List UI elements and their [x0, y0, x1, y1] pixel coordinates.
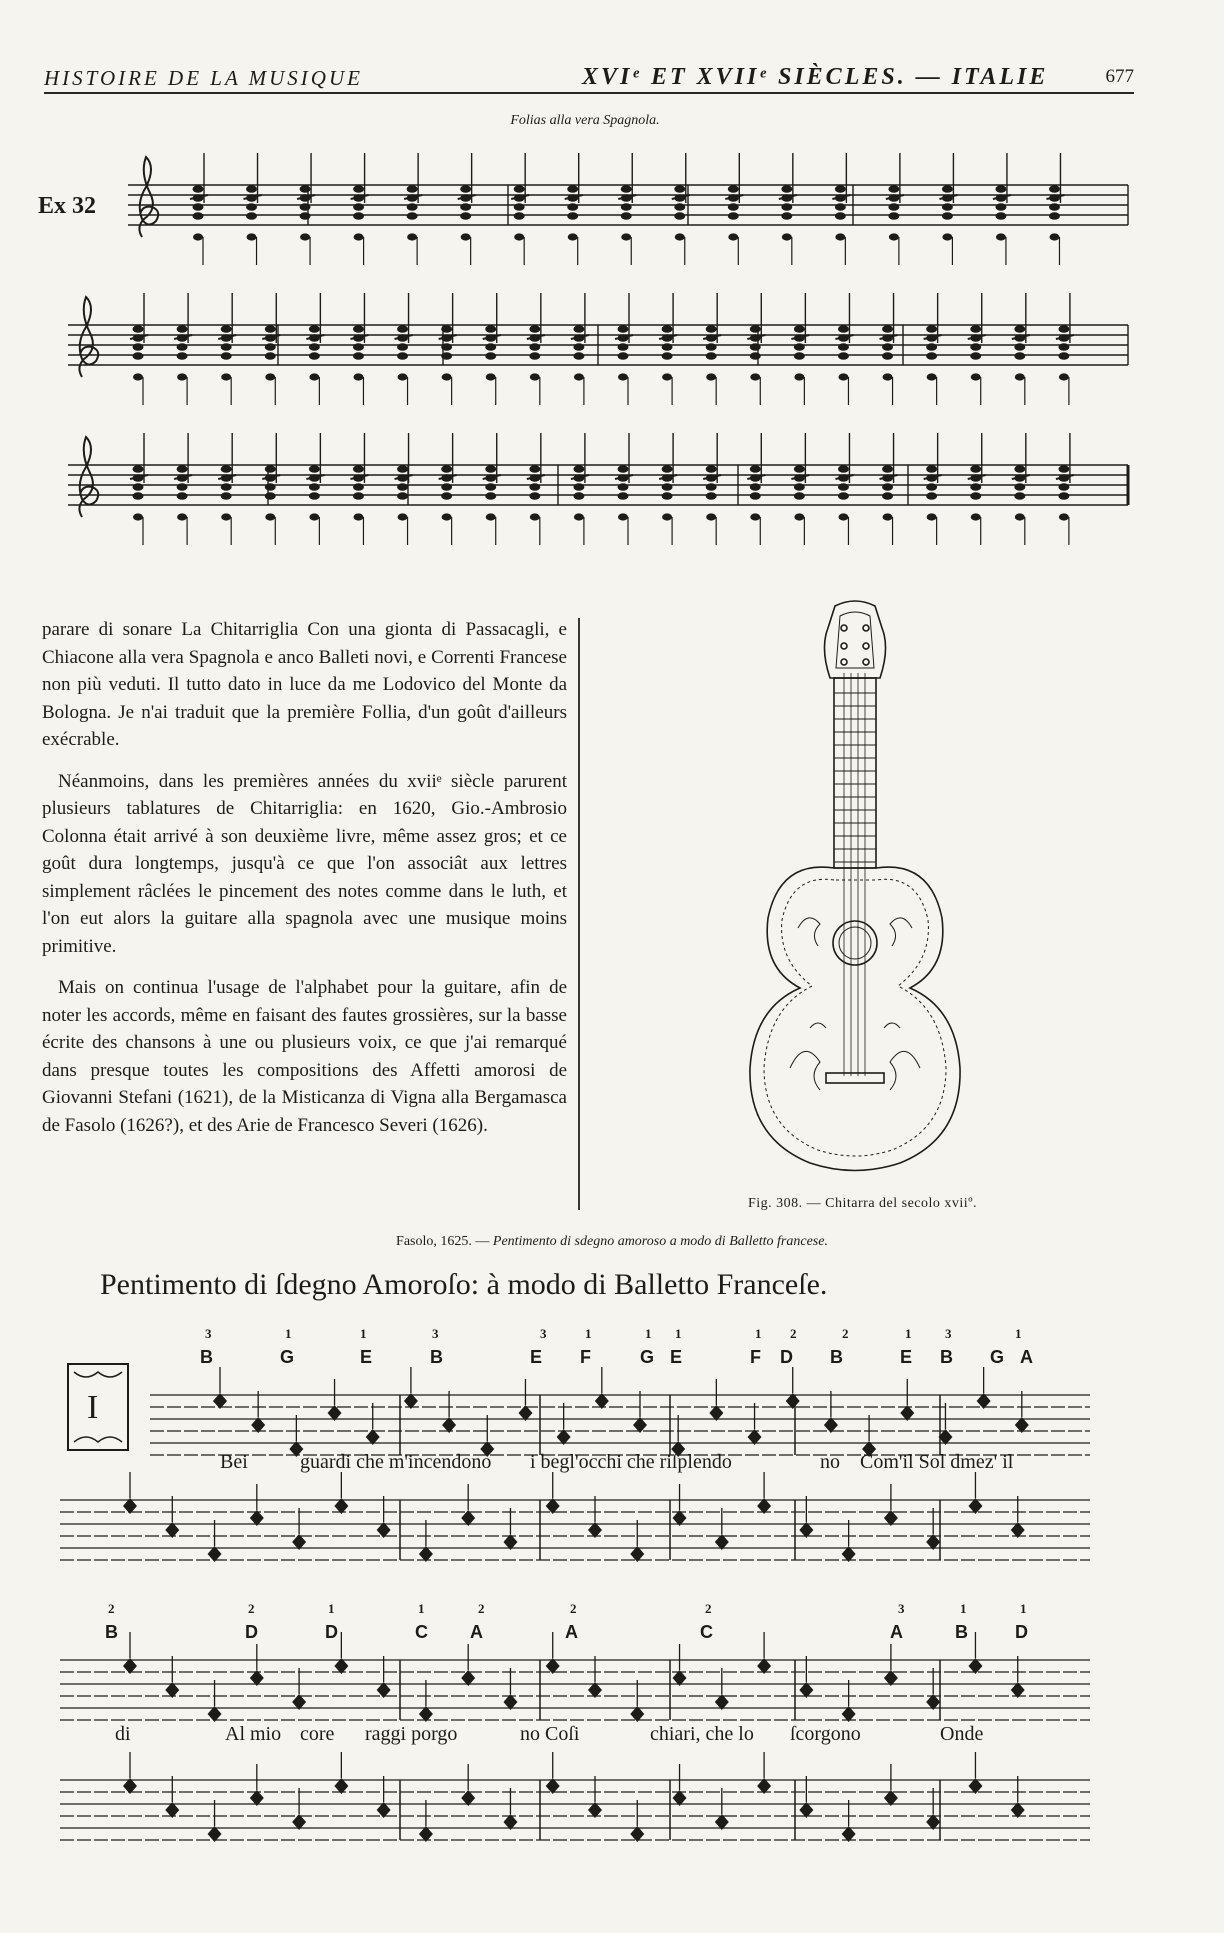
- tab-note: [404, 1367, 418, 1409]
- tab-note: [503, 1508, 517, 1550]
- tablature-facsimile: [60, 1300, 1090, 1920]
- example-mark: Ex 32: [38, 193, 97, 219]
- guitar-illustration: [740, 598, 970, 1188]
- chord-mark: [483, 433, 501, 545]
- ornamental-initial: [68, 1364, 128, 1450]
- tab-note: [292, 1668, 306, 1710]
- tab-note: [630, 1800, 644, 1842]
- tab-fingering: 1: [675, 1326, 682, 1341]
- tab-note: [673, 1764, 687, 1806]
- chord-mark: [1046, 153, 1064, 265]
- tab-note: [884, 1484, 898, 1526]
- tab-note: [292, 1788, 306, 1830]
- svg-text:I: I: [87, 1389, 99, 1426]
- chord-mark: [190, 153, 208, 265]
- tab-chord-letter: G: [640, 1347, 655, 1367]
- chord-mark: [703, 293, 721, 405]
- tab-note: [377, 1656, 391, 1698]
- chord-mark: [511, 153, 529, 265]
- chord-mark: [1056, 433, 1074, 545]
- chord-mark: [458, 153, 476, 265]
- tab-fingering: 1: [960, 1601, 967, 1616]
- tab-note: [799, 1496, 813, 1538]
- tab-lyric: raggi porgo: [365, 1723, 458, 1745]
- tab-note: [292, 1508, 306, 1550]
- tab-lyric: di: [115, 1723, 131, 1745]
- tab-note: [419, 1800, 433, 1842]
- chord-mark: [1056, 293, 1074, 405]
- chord-mark: [297, 153, 315, 265]
- chord-mark: [571, 293, 589, 405]
- tab-lyric: Com'il Sol dmez' il: [860, 1451, 1014, 1473]
- tab-note: [461, 1764, 475, 1806]
- chord-mark: [672, 153, 690, 265]
- tab-note: [377, 1496, 391, 1538]
- tab-note: [977, 1367, 991, 1409]
- chord-mark: [130, 433, 148, 545]
- tab-note: [250, 1764, 264, 1806]
- chord-mark: [924, 433, 942, 545]
- tab-note: [715, 1788, 729, 1830]
- tab-note: [366, 1403, 380, 1445]
- tab-note: [926, 1788, 940, 1830]
- tab-note: [165, 1496, 179, 1538]
- chord-mark: [779, 153, 797, 265]
- tab-note: [208, 1520, 222, 1562]
- tab-note: [715, 1508, 729, 1550]
- tab-chord-letter: B: [940, 1347, 953, 1367]
- tab-note: [884, 1764, 898, 1806]
- tab-note: [557, 1403, 571, 1445]
- tab-note: [328, 1379, 342, 1421]
- tab-note: [968, 1632, 982, 1674]
- tab-chord-letter: A: [565, 1622, 578, 1642]
- chord-mark: [395, 433, 413, 545]
- tab-chord-letter: F: [580, 1347, 591, 1367]
- chord-mark: [350, 293, 368, 405]
- chord-mark: [618, 153, 636, 265]
- tab-note: [926, 1508, 940, 1550]
- tab-fingering: 1: [285, 1326, 292, 1341]
- tab-chord-letter: E: [530, 1347, 543, 1367]
- paragraph-3: Mais on continua l'usage de l'alphabet pour la guitare, afin de noter les accords, même en faisant des fautes grossières, sur la basse écrite des chansons à une ou plusieurs voix, ce que j'ai remarqué dans presque toutes les compositions des Affetti amorosi de Giovanni Stefani (1621), de la Misticanza di Vigna alla Bergamasca de Fasolo (1626?), et des Arie de Francesco Severi (1626).: [42, 977, 567, 1136]
- tab-lyric: no: [820, 1451, 840, 1473]
- tab-note: [630, 1680, 644, 1722]
- tab-note: [377, 1776, 391, 1818]
- tab-note: [1011, 1496, 1025, 1538]
- tab-chord-letter: D: [1015, 1622, 1028, 1642]
- tab-fingering: 3: [898, 1601, 905, 1616]
- chord-mark: [527, 433, 545, 545]
- chord-mark: [880, 433, 898, 545]
- chord-mark: [703, 433, 721, 545]
- chord-mark: [924, 293, 942, 405]
- score-staves: [38, 135, 1148, 590]
- chord-mark: [130, 293, 148, 405]
- tab-fingering: 2: [570, 1601, 577, 1616]
- tab-note: [588, 1656, 602, 1698]
- chord-mark: [350, 433, 368, 545]
- tab-note: [165, 1656, 179, 1698]
- chord-mark: [659, 293, 677, 405]
- tab-fingering: 3: [205, 1326, 212, 1341]
- tab-fingering: 1: [1020, 1601, 1027, 1616]
- tab-chord-letter: E: [670, 1347, 683, 1367]
- tab-note: [709, 1379, 723, 1421]
- tab-fingering: 2: [108, 1601, 115, 1616]
- tab-note: [799, 1776, 813, 1818]
- chord-mark: [439, 433, 457, 545]
- tab-note: [250, 1484, 264, 1526]
- tab-note: [757, 1752, 771, 1794]
- tab-note: [884, 1644, 898, 1686]
- tab-note: [123, 1752, 137, 1794]
- tab-note: [786, 1367, 800, 1409]
- tab-lyric: no Coſi: [520, 1723, 580, 1745]
- chord-mark: [880, 293, 898, 405]
- tab-note: [165, 1776, 179, 1818]
- tab-chord-letter: F: [750, 1347, 761, 1367]
- chord-mark: [483, 293, 501, 405]
- tab-chord-letter: C: [700, 1622, 713, 1642]
- tab-note: [799, 1656, 813, 1698]
- tab-fingering: 3: [945, 1326, 952, 1341]
- tab-chord-letter: C: [415, 1622, 428, 1642]
- chord-mark: [968, 433, 986, 545]
- tab-note: [842, 1680, 856, 1722]
- chord-mark: [886, 153, 904, 265]
- chord-mark: [835, 433, 853, 545]
- chord-mark: [725, 153, 743, 265]
- tab-chord-letter: A: [470, 1622, 483, 1642]
- tab-fingering: 1: [755, 1326, 762, 1341]
- chord-mark: [439, 293, 457, 405]
- tab-fingering: 1: [585, 1326, 592, 1341]
- chord-mark: [791, 293, 809, 405]
- tab-fingering: 1: [645, 1326, 652, 1341]
- tab-chord-letter: B: [955, 1622, 968, 1642]
- tab-fingering: 1: [360, 1326, 367, 1341]
- tab-fingering: 1: [1015, 1326, 1022, 1341]
- tab-note: [503, 1788, 517, 1830]
- chord-mark: [351, 153, 369, 265]
- tab-note: [419, 1680, 433, 1722]
- chord-mark: [1012, 433, 1030, 545]
- chord-mark: [747, 293, 765, 405]
- tab-note: [123, 1472, 137, 1514]
- chord-mark: [993, 153, 1011, 265]
- chord-mark: [306, 433, 324, 545]
- tab-chord-letter: A: [1020, 1347, 1033, 1367]
- tab-note: [824, 1391, 838, 1433]
- tab-note: [546, 1472, 560, 1514]
- chord-mark: [565, 153, 583, 265]
- chord-mark: [244, 153, 262, 265]
- header-title-left: HISTOIRE DE LA MUSIQUE: [44, 66, 363, 90]
- tab-chord-letter: E: [900, 1347, 913, 1367]
- tab-fingering: 3: [540, 1326, 547, 1341]
- tab-chord-letter: D: [780, 1347, 793, 1367]
- tab-note: [633, 1391, 647, 1433]
- tab-chord-letter: A: [890, 1622, 903, 1642]
- tab-note: [250, 1644, 264, 1686]
- tab-fingering: 2: [790, 1326, 797, 1341]
- tab-note: [900, 1379, 914, 1421]
- chord-mark: [527, 293, 545, 405]
- chord-mark: [1012, 293, 1030, 405]
- header-title-right: XVIᵉ ET XVIIᵉ SIÈCLES. — ITALIE: [582, 64, 1049, 90]
- tab-note: [630, 1520, 644, 1562]
- chord-mark: [395, 293, 413, 405]
- tab-lyric: core: [300, 1723, 335, 1745]
- tab-lyric: Bei: [220, 1451, 248, 1473]
- tab-chord-letter: B: [430, 1347, 443, 1367]
- tab-lyric: guardi che m'incendono: [300, 1451, 492, 1473]
- chord-mark: [615, 433, 633, 545]
- body-text-column: [42, 616, 567, 1153]
- tab-note: [1011, 1656, 1025, 1698]
- chord-mark: [571, 433, 589, 545]
- tab-lyric: Al mio: [225, 1723, 282, 1745]
- tablature-title: Pentimento di ſdegno Amoroſo: à modo di Balletto Franceſe.: [100, 1268, 828, 1301]
- tab-chord-letter: D: [245, 1622, 258, 1642]
- chord-mark: [218, 293, 236, 405]
- paragraph-1: parare di sonare La Chitarriglia Con una gionta di Passacagli, e Chiacone alla vera Spagnola e anco Balleti novi, e Correnti Francese non più veduti. Il tutto dato in luce da me Lodovico del Monte da Bologna. Je n'ai traduit que la première Follia, d'un goût d'ailleurs exécrable.: [42, 619, 567, 750]
- chord-mark: [262, 433, 280, 545]
- tab-note: [715, 1668, 729, 1710]
- tab-note: [419, 1520, 433, 1562]
- tab-note: [208, 1680, 222, 1722]
- tab-note: [1015, 1391, 1029, 1433]
- fasolo-caption-title: Pentimento di sdegno amoroso a modo di Balletto francese.: [492, 1234, 828, 1249]
- chord-mark: [747, 433, 765, 545]
- tab-note: [757, 1472, 771, 1514]
- tab-fingering: 1: [418, 1601, 425, 1616]
- tab-note: [968, 1472, 982, 1514]
- chord-mark: [306, 293, 324, 405]
- tab-chord-letter: E: [360, 1347, 373, 1367]
- tab-note: [673, 1644, 687, 1686]
- tab-fingering: 2: [248, 1601, 255, 1616]
- tab-fingering: 1: [328, 1601, 335, 1616]
- tab-note: [334, 1752, 348, 1794]
- tab-note: [518, 1379, 532, 1421]
- tab-note: [208, 1800, 222, 1842]
- column-divider: [578, 618, 580, 1210]
- chord-mark: [791, 433, 809, 545]
- tab-note: [842, 1800, 856, 1842]
- page-number: 677: [1105, 66, 1134, 87]
- tab-lyric: Onde: [940, 1723, 984, 1745]
- tab-note: [842, 1520, 856, 1562]
- tab-note: [595, 1367, 609, 1409]
- tab-fingering: 1: [905, 1326, 912, 1341]
- tab-fingering: 3: [432, 1326, 439, 1341]
- score-caption: Folias alla vera Spagnola.: [510, 113, 660, 128]
- tab-note: [588, 1496, 602, 1538]
- music-score-folias: [38, 135, 1148, 590]
- figure-caption: Fig. 308. — Chitarra del secolo xviiº.: [748, 1196, 978, 1211]
- tab-lyric: i begl'occhi che riſplendo: [530, 1451, 732, 1473]
- tab-note: [673, 1484, 687, 1526]
- tab-note: [968, 1752, 982, 1794]
- chord-mark: [174, 433, 192, 545]
- tab-chord-letter: B: [830, 1347, 843, 1367]
- tab-note: [123, 1632, 137, 1674]
- tab-chord-letter: G: [280, 1347, 295, 1367]
- running-header: [44, 58, 1134, 94]
- tab-note: [213, 1367, 227, 1409]
- tab-note: [588, 1776, 602, 1818]
- tab-note: [748, 1403, 762, 1445]
- tab-note: [1011, 1776, 1025, 1818]
- chord-mark: [835, 293, 853, 405]
- tab-note: [503, 1668, 517, 1710]
- tab-fingering: 2: [705, 1601, 712, 1616]
- paragraph-2: Néanmoins, dans les premières années du xviiᵉ siècle parurent plusieurs tablatures de Chitarriglia: en 1620, Gio.-Ambrosio Colonna était arrivé à son deuxième livre, même assez gros; et ce goût dura longtemps, jusqu'à ce que l'on associât aux lettres simplement râclées le pincement des notes comme dans le luth, et l'on eut alors la guitare alla spagnola avec une musique moins primitive.: [42, 770, 567, 957]
- fasolo-caption: [0, 1234, 1224, 1250]
- tab-note: [251, 1391, 265, 1433]
- tab-fingering: 2: [478, 1601, 485, 1616]
- tab-note: [442, 1391, 456, 1433]
- tab-note: [926, 1668, 940, 1710]
- tab-note: [334, 1472, 348, 1514]
- tab-note: [757, 1632, 771, 1674]
- tab-note: [546, 1752, 560, 1794]
- chord-mark: [659, 433, 677, 545]
- fasolo-caption-prefix: Fasolo, 1625. —: [396, 1234, 493, 1249]
- chord-mark: [218, 433, 236, 545]
- chord-mark: [832, 153, 850, 265]
- chord-mark: [615, 293, 633, 405]
- chord-mark: [404, 153, 422, 265]
- tab-note: [461, 1644, 475, 1686]
- tab-chord-letter: B: [105, 1622, 118, 1642]
- tab-note: [546, 1632, 560, 1674]
- tab-chord-letter: G: [990, 1347, 1005, 1367]
- chord-mark: [939, 153, 957, 265]
- tab-fingering: 2: [842, 1326, 849, 1341]
- tab-lyric: ſcorgono: [790, 1723, 861, 1745]
- tab-lyric: chiari, che lo: [650, 1723, 754, 1745]
- tab-note: [461, 1484, 475, 1526]
- chord-mark: [968, 293, 986, 405]
- tab-chord-letter: B: [200, 1347, 213, 1367]
- tab-chord-letter: D: [325, 1622, 338, 1642]
- chord-mark: [174, 293, 192, 405]
